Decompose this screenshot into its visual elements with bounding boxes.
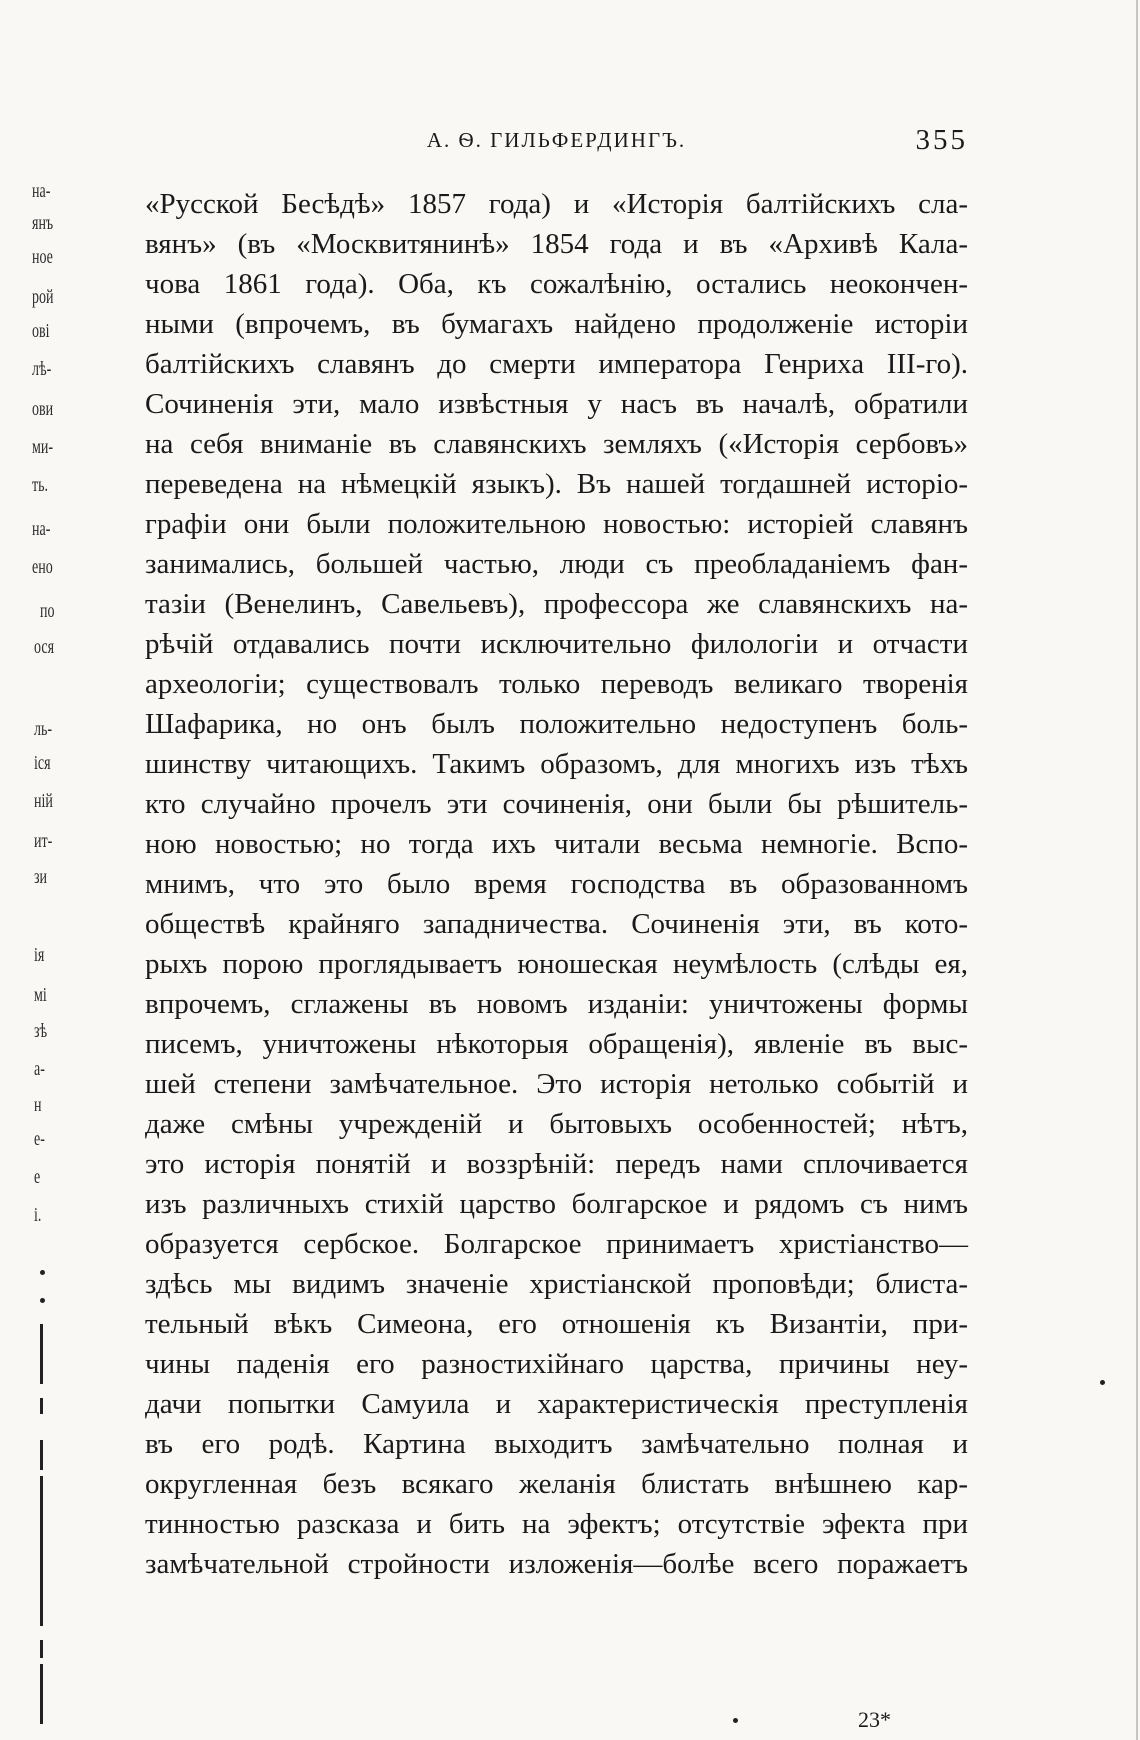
margin-fragment: ові bbox=[32, 320, 50, 342]
text-line: занимались, большей частью, люди съ преобладаніемъ фан- bbox=[145, 548, 968, 580]
margin-fragment: зѣ bbox=[34, 1020, 48, 1042]
text-line: тельный вѣкъ Симеона, его отношенія къ Византіи, при- bbox=[145, 1308, 968, 1340]
gutter-mark bbox=[40, 1440, 43, 1470]
text-line: округленная безъ всякаго желанія блистать внѣшнею кар- bbox=[145, 1468, 968, 1500]
text-line: рѣчій отдавались почти исключительно филологіи и отчасти bbox=[145, 628, 968, 660]
ink-speck bbox=[733, 1718, 738, 1723]
margin-fragment: на- bbox=[32, 518, 51, 540]
text-line: вянъ» (въ «Москвитянинѣ» 1854 года и въ «Архивѣ Кала- bbox=[145, 228, 968, 260]
text-line: мнимъ, что это было время господства въ образованномъ bbox=[145, 868, 968, 900]
margin-fragment: ося bbox=[34, 636, 55, 658]
text-line: графіи они были положительною новостью: исторіей славянъ bbox=[145, 508, 968, 540]
margin-fragment: на- bbox=[32, 180, 51, 202]
text-line: шей степени замѣчательное. Это исторія нетолько событій и bbox=[145, 1068, 968, 1100]
text-line: на себя вниманіе въ славянскихъ земляхъ («Исторія сербовъ» bbox=[145, 428, 968, 460]
text-line: дачи попытки Самуила и характеристическія преступленія bbox=[145, 1388, 968, 1420]
margin-fragment: іся bbox=[34, 752, 51, 774]
gutter-mark bbox=[40, 1640, 43, 1658]
text-line: ными (впрочемъ, въ бумагахъ найдено продолженіе исторіи bbox=[145, 308, 968, 340]
text-line: въ его родѣ. Картина выходитъ замѣчательно полная и bbox=[145, 1428, 968, 1460]
margin-fragment: е- bbox=[34, 1128, 45, 1150]
ink-speck bbox=[1100, 1380, 1105, 1385]
margin-fragment: зи bbox=[34, 866, 48, 888]
text-line: балтійскихъ славянъ до смерти императора Генриха III-го). bbox=[145, 348, 968, 380]
text-line: это исторія понятій и воззрѣній: передъ нами сплочивается bbox=[145, 1148, 968, 1180]
text-line: археологіи; существовалъ только переводъ великаго творенія bbox=[145, 668, 968, 700]
text-line: Сочиненія эти, мало извѣстныя у насъ въ началѣ, обратили bbox=[145, 388, 968, 420]
text-line: Шафарика, но онъ былъ положительно недоступенъ боль- bbox=[145, 708, 968, 740]
text-line: тазіи (Венелинъ, Савельевъ), профессора же славянскихъ на- bbox=[145, 588, 968, 620]
text-line: изъ различныхъ стихій царство болгарское и рядомъ съ нимъ bbox=[145, 1188, 968, 1220]
running-header bbox=[145, 124, 968, 168]
text-line: кто случайно прочелъ эти сочиненія, они были бы рѣшитель- bbox=[145, 788, 968, 820]
margin-fragment: ено bbox=[32, 556, 53, 578]
text-line: чова 1861 года). Оба, къ сожалѣнію, остались неокончен- bbox=[145, 268, 968, 300]
text-line: писемъ, уничтожены нѣкоторыя обращенія), явленіе въ выс- bbox=[145, 1028, 968, 1060]
text-line: чины паденія его разностихійнаго царства, причины неу- bbox=[145, 1348, 968, 1380]
margin-fragment: ми- bbox=[32, 436, 54, 458]
margin-fragment: ль- bbox=[34, 718, 53, 740]
margin-fragment: е bbox=[34, 1166, 41, 1188]
margin-fragment: ит- bbox=[34, 830, 53, 852]
text-line: впрочемъ, сглажены въ новомъ изданіи: уничтожены формы bbox=[145, 988, 968, 1020]
text-line: переведена на нѣмецкій языкъ). Въ нашей тогдашней исторіо- bbox=[145, 468, 968, 500]
margin-fragment: ній bbox=[34, 790, 53, 812]
page-edge bbox=[1136, 0, 1138, 1740]
ink-speck bbox=[40, 1270, 45, 1275]
margin-fragment: ное bbox=[32, 246, 53, 268]
text-line: даже смѣны учрежденій и бытовыхъ особенностей; нѣтъ, bbox=[145, 1108, 968, 1140]
margin-fragment: мі bbox=[34, 984, 47, 1006]
signature-mark: 23* bbox=[858, 1707, 891, 1732]
margin-fragment: ть. bbox=[32, 474, 49, 496]
text-line: обществѣ крайняго западничества. Сочиненія эти, въ кото- bbox=[145, 908, 968, 940]
adjacent-page-margin bbox=[0, 0, 90, 1740]
text-line: «Русской Бесѣдѣ» 1857 года) и «Исторія балтійскихъ сла- bbox=[145, 188, 968, 220]
margin-fragment: по bbox=[40, 600, 55, 622]
margin-fragment: а- bbox=[34, 1058, 45, 1080]
text-line: рыхъ порою проглядываетъ юношеская неумѣлость (слѣды ея, bbox=[145, 948, 968, 980]
margin-fragment: ія bbox=[34, 944, 45, 966]
text-line: здѣсь мы видимъ значеніе христіанской проповѣди; блиста- bbox=[145, 1268, 968, 1300]
text-line: образуется сербское. Болгарское принимаетъ христіанство— bbox=[145, 1228, 968, 1260]
text-line: шинству читающихъ. Такимъ образомъ, для многихъ изъ тѣхъ bbox=[145, 748, 968, 780]
text-line: тинностью разсказа и бить на эфектъ; отсутствіе эфекта при bbox=[145, 1508, 968, 1540]
margin-fragment: н bbox=[34, 1094, 42, 1116]
body-text bbox=[145, 184, 968, 1584]
text-line: замѣчательной стройности изложенія—болѣе всего поражаетъ bbox=[145, 1548, 968, 1580]
text-line: ною новостью; но тогда ихъ читали весьма немногіе. Вспо- bbox=[145, 828, 968, 860]
gutter-rule bbox=[40, 1324, 43, 1384]
page-number: 355 bbox=[915, 124, 968, 156]
running-title: А. Ѳ. ГИЛЬФЕРДИНГЪ. bbox=[426, 128, 687, 152]
margin-fragment: янъ bbox=[32, 212, 54, 234]
margin-fragment: рой bbox=[32, 286, 54, 308]
gutter-mark bbox=[40, 1398, 43, 1414]
margin-fragment: лѣ- bbox=[32, 358, 52, 380]
gutter-rule bbox=[40, 1476, 43, 1626]
margin-fragment: і. bbox=[34, 1204, 42, 1226]
margin-fragment: ови bbox=[32, 398, 54, 420]
ink-speck bbox=[40, 1298, 45, 1303]
gutter-rule bbox=[40, 1664, 43, 1724]
